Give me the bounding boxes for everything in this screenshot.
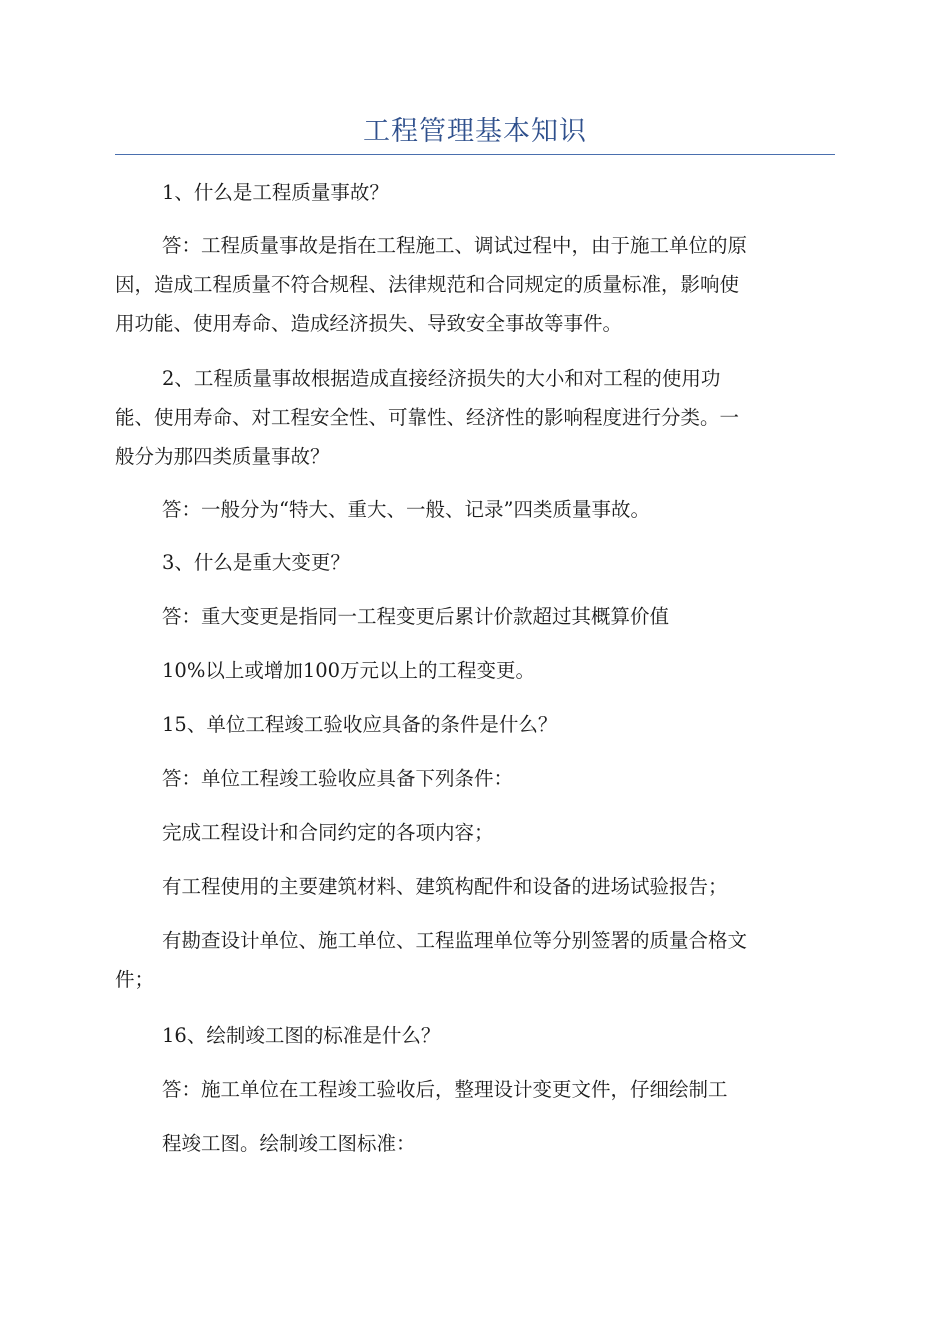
text-line: 答：施工单位在工程竣工验收后，整理设计变更文件，仔细绘制工 [162,1078,728,1101]
paragraph-condition-2 [162,867,837,906]
text-line: 因，造成工程质量不符合规程、法律规范和合同规定的质量标准，影响使 [115,273,740,296]
text-line: 程竣工图。绘制竣工图标准： [162,1132,416,1155]
title-underline [115,154,835,155]
paragraph-a2 [162,490,837,529]
paragraph-a15 [162,759,837,798]
text-line: 件； [115,968,155,991]
text-line: 3、什么是重大变更？ [162,551,350,574]
paragraph-q1 [162,173,837,212]
text-line: 答：一般分为“特大、重大、一般、记录”四类质量事故。 [162,498,650,521]
paragraph-condition-3 [115,921,837,999]
paragraph-q16 [162,1016,837,1055]
text-line: 2、工程质量事故根据造成直接经济损失的大小和对工程的使用功 [162,367,721,390]
text-line: 10%以上或增加100万元以上的工程变更。 [162,659,536,682]
text-line: 1、什么是工程质量事故？ [162,181,389,204]
text-line: 答：单位工程竣工验收应具备下列条件： [162,767,514,790]
text-line: 能、使用寿命、对工程安全性、可靠性、经济性的影响程度进行分类。一 [115,406,740,429]
paragraph-condition-1 [162,813,837,852]
paragraph-q3 [162,543,837,582]
text-line: 有工程使用的主要建筑材料、建筑构配件和设备的进场试验报告； [162,875,728,898]
paragraph-q2 [115,359,837,476]
paragraph-a16 [162,1070,837,1109]
text-line: 完成工程设计和合同约定的各项内容； [162,821,494,844]
text-line: 般分为那四类质量事故？ [115,445,330,468]
paragraph-a3-cont [162,651,837,690]
text-line: 答：重大变更是指同一工程变更后累计价款超过其概算价值 [162,605,670,628]
text-line: 答：工程质量事故是指在工程施工、调试过程中，由于施工单位的原 [162,234,748,257]
paragraph-a16-cont [162,1124,837,1163]
text-line: 用功能、使用寿命、造成经济损失、导致安全事故等事件。 [115,312,623,335]
document-title: 工程管理基本知识 [363,116,587,147]
paragraph-a3 [162,597,837,636]
paragraph-a1 [115,226,837,343]
text-line: 15、单位工程竣工验收应具备的条件是什么？ [162,713,558,736]
paragraph-q15 [162,705,837,744]
text-line: 有勘查设计单位、施工单位、工程监理单位等分别签署的质量合格文 [162,929,748,952]
text-line: 16、绘制竣工图的标准是什么？ [162,1024,441,1047]
